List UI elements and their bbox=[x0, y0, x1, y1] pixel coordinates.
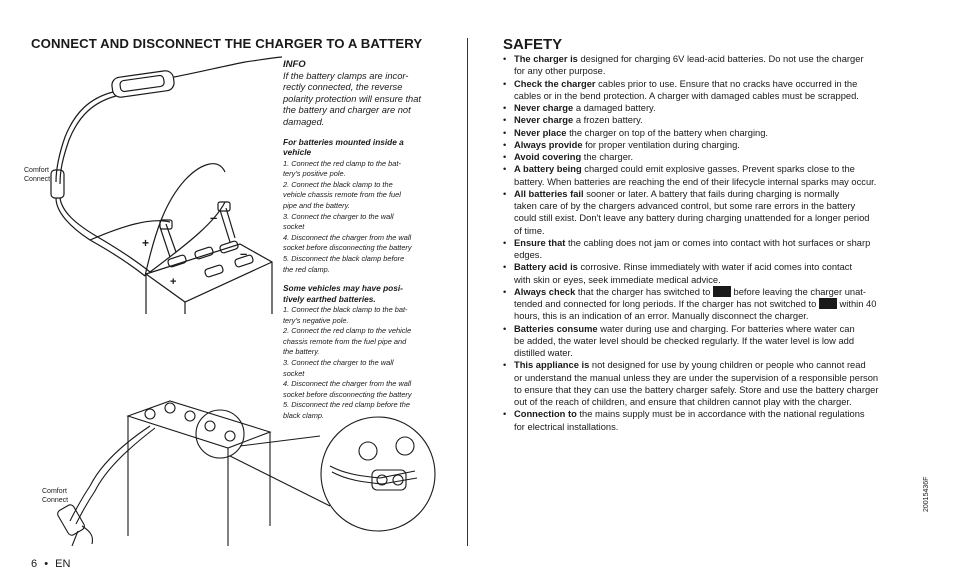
safety-keyword: Ensure that bbox=[514, 237, 566, 248]
safety-keyword: Never charge bbox=[514, 103, 574, 113]
info-step-line: 2. Connect the red clamp to the vehicle bbox=[283, 326, 412, 336]
safety-line: • Avoid covering the charger. bbox=[503, 152, 634, 162]
safety-line: taken care of by the chargers advanced control, but some rare errors in the battery bbox=[514, 201, 856, 211]
info-step-line: socket before disconnecting the battery bbox=[283, 389, 412, 399]
bullet: • bbox=[503, 115, 507, 126]
info-step-line: 1. Connect the red clamp to the bat- bbox=[283, 158, 401, 168]
safety-line: • Never place the charger on top of the battery when charging. bbox=[503, 127, 769, 138]
info-step-line: socket bbox=[283, 222, 305, 232]
safety-line: or understand the manual unless they are under the supervision of a responsible person bbox=[514, 372, 879, 383]
bullet: • bbox=[503, 54, 507, 64]
info-step-line: socket before disconnecting the battery bbox=[283, 243, 412, 253]
info-step-line: 1. Connect the black clamp to the bat- bbox=[283, 305, 408, 315]
safety-line: cables or in the bend protection. A charger with damaged cables must be scrapped. bbox=[514, 90, 859, 101]
bullet: • bbox=[503, 164, 507, 175]
safety-line: • A battery being charged could emit explosive gasses. Prevent sparks close to the bbox=[503, 164, 855, 175]
safety-line: tended and connected for long periods. If the charger has not switched to within 40 bbox=[514, 299, 877, 309]
safety-line: of time. bbox=[514, 225, 545, 236]
section-title-connect: CONNECT AND DISCONNECT THE CHARGER TO A BATTERY bbox=[31, 36, 423, 51]
page-number: 6 bbox=[31, 558, 38, 570]
safety-keyword: Battery acid is bbox=[514, 262, 578, 273]
charger-battery-illustration bbox=[20, 52, 282, 314]
bullet: • bbox=[503, 188, 507, 199]
maintenance-mode-icon bbox=[713, 286, 731, 297]
safety-keyword: A battery being bbox=[514, 164, 582, 175]
safety-line: • Never charge a damaged battery. bbox=[503, 103, 656, 113]
info-step-line: the battery. bbox=[283, 347, 320, 357]
safety-keyword: Check the charger bbox=[514, 78, 596, 89]
bullet: • bbox=[503, 152, 507, 162]
vehicle-heading: For batteries mounted inside a vehicle bbox=[283, 136, 404, 158]
earthed-heading: Some vehicles may have posi- tively earthed batteries. bbox=[283, 283, 403, 304]
vehicle-steps bbox=[283, 159, 445, 276]
minus-sign-battery: – bbox=[240, 246, 248, 261]
page-footer bbox=[31, 558, 70, 570]
comfort-connect-label-top: Comfort Connect bbox=[24, 167, 51, 183]
safety-line: • Ensure that the cabling does not jam or comes into contact with hot surfaces or sharp bbox=[503, 237, 871, 248]
bullet: • bbox=[503, 323, 507, 334]
safety-line: with skin or eyes, seek immediate medical advice. bbox=[514, 274, 721, 285]
safety-keyword: This appliance is bbox=[514, 360, 590, 371]
safety-line: • Always check that the charger has switched to before leaving the charger unat- bbox=[503, 286, 866, 297]
document-id: 20015436F bbox=[923, 476, 930, 512]
info-step-line: 4. Disconnect the charger from the wall bbox=[283, 379, 412, 389]
bullet: • bbox=[503, 360, 507, 371]
info-heading: INFO bbox=[283, 59, 306, 70]
info-step-line: 3. Connect the charger to the wall bbox=[283, 211, 394, 221]
safety-keyword: All batteries fail bbox=[514, 188, 584, 199]
safety-line: • Never charge a frozen battery. bbox=[503, 115, 643, 126]
safety-keyword: The charger is bbox=[514, 54, 578, 64]
info-step-line: tery's negative pole. bbox=[283, 315, 349, 325]
bullet: • bbox=[503, 127, 507, 138]
safety-line: • The charger is designed for charging 6V lead-acid batteries. Do not use the charger bbox=[503, 54, 864, 64]
info-step-line: chassis remote from the fuel pipe and bbox=[283, 336, 407, 346]
safety-line: to ensure that they can use the battery charger safely. Store and use the battery charger bbox=[514, 384, 879, 395]
safety-line: • This appliance is not designed for use by young children or people who cannot read bbox=[503, 360, 866, 371]
safety-keyword: Always check bbox=[514, 286, 576, 297]
info-step-line: pipe and the battery. bbox=[283, 200, 350, 210]
bullet: • bbox=[503, 286, 507, 297]
info-step-line: black clamp. bbox=[283, 411, 325, 421]
safety-line: edges. bbox=[514, 250, 543, 260]
safety-keyword: Batteries consume bbox=[514, 323, 598, 334]
safety-line: • All batteries fail sooner or later. A battery that fails during charging is normally bbox=[503, 188, 840, 199]
safety-line: • Check the charger cables prior to use. Ensure that no cracks have occurred in the bbox=[503, 78, 858, 89]
safety-line: distilled water. bbox=[514, 348, 573, 358]
info-step-line: tery's positive pole. bbox=[283, 169, 346, 179]
safety-list bbox=[503, 53, 915, 433]
info-step-line: 4. Disconnect the charger from the wall bbox=[283, 232, 412, 242]
info-step-line: 2. Connect the black clamp to the bbox=[283, 179, 393, 189]
info-step-line: vehicle chassis remote from the fuel bbox=[283, 190, 401, 200]
info-step-line: socket bbox=[283, 368, 305, 378]
comfort-connect-label-bottom: Comfort Connect bbox=[42, 488, 69, 504]
info-text: If the battery clamps are incor- rectly connected, the reverse polarity protection will ensure that the battery and charger are not damaged. bbox=[283, 70, 421, 127]
safety-line: for any other purpose. bbox=[514, 66, 606, 77]
safety-line: • Connection to the mains supply must be in accordance with the national regulations bbox=[503, 409, 865, 420]
maintenance-mode-icon bbox=[819, 298, 837, 309]
safety-keyword: Never charge bbox=[514, 115, 574, 126]
info-box bbox=[283, 59, 445, 422]
bullet: • bbox=[503, 139, 507, 150]
safety-line: for electrical installations. bbox=[514, 421, 619, 432]
safety-line: • Always provide for proper ventilation during charging. bbox=[503, 139, 740, 150]
safety-line: battery. When batteries are reaching the end of their lifecycle internal sparks may occur. bbox=[514, 176, 877, 187]
safety-line: out of the reach of children, and ensure that children cannot play with the charger. bbox=[514, 397, 852, 407]
info-step-line: the red clamp. bbox=[283, 264, 330, 274]
safety-line: be added, the water level should be checked regularly. If the water level is low add bbox=[514, 335, 855, 346]
safety-line: • Batteries consume water during use and charging. For batteries where water can bbox=[503, 323, 855, 334]
footer-separator: • bbox=[44, 558, 49, 570]
bullet: • bbox=[503, 78, 507, 89]
plus-sign-battery: + bbox=[170, 276, 177, 288]
safety-line: hours, this is an indication of an error. Manually disconnect the charger. bbox=[514, 311, 809, 322]
safety-line: could still exist. Don't leave any battery during charging unattended for a longer period bbox=[514, 213, 870, 224]
earthed-steps bbox=[283, 305, 445, 422]
info-step-line: 3. Connect the charger to the wall bbox=[283, 358, 394, 368]
safety-line: • Battery acid is corrosive. Rinse immediately with water if acid comes into contact bbox=[503, 262, 853, 273]
info-step-line: 5. Disconnect the black clamp before bbox=[283, 253, 405, 263]
safety-keyword: Never place bbox=[514, 127, 567, 138]
safety-keyword: Avoid covering bbox=[514, 152, 582, 162]
info-step-line: 5. Disconnect the red clamp before the bbox=[283, 400, 410, 410]
language-code: EN bbox=[55, 558, 71, 570]
safety-keyword: Connection to bbox=[514, 409, 577, 420]
plus-sign: + bbox=[142, 236, 150, 250]
bullet: • bbox=[503, 262, 507, 273]
safety-keyword: Always provide bbox=[514, 139, 583, 150]
section-title-safety: SAFETY bbox=[503, 36, 563, 53]
bullet: • bbox=[503, 237, 507, 248]
minus-sign: – bbox=[210, 210, 218, 225]
bullet: • bbox=[503, 103, 507, 113]
bullet: • bbox=[503, 409, 507, 420]
